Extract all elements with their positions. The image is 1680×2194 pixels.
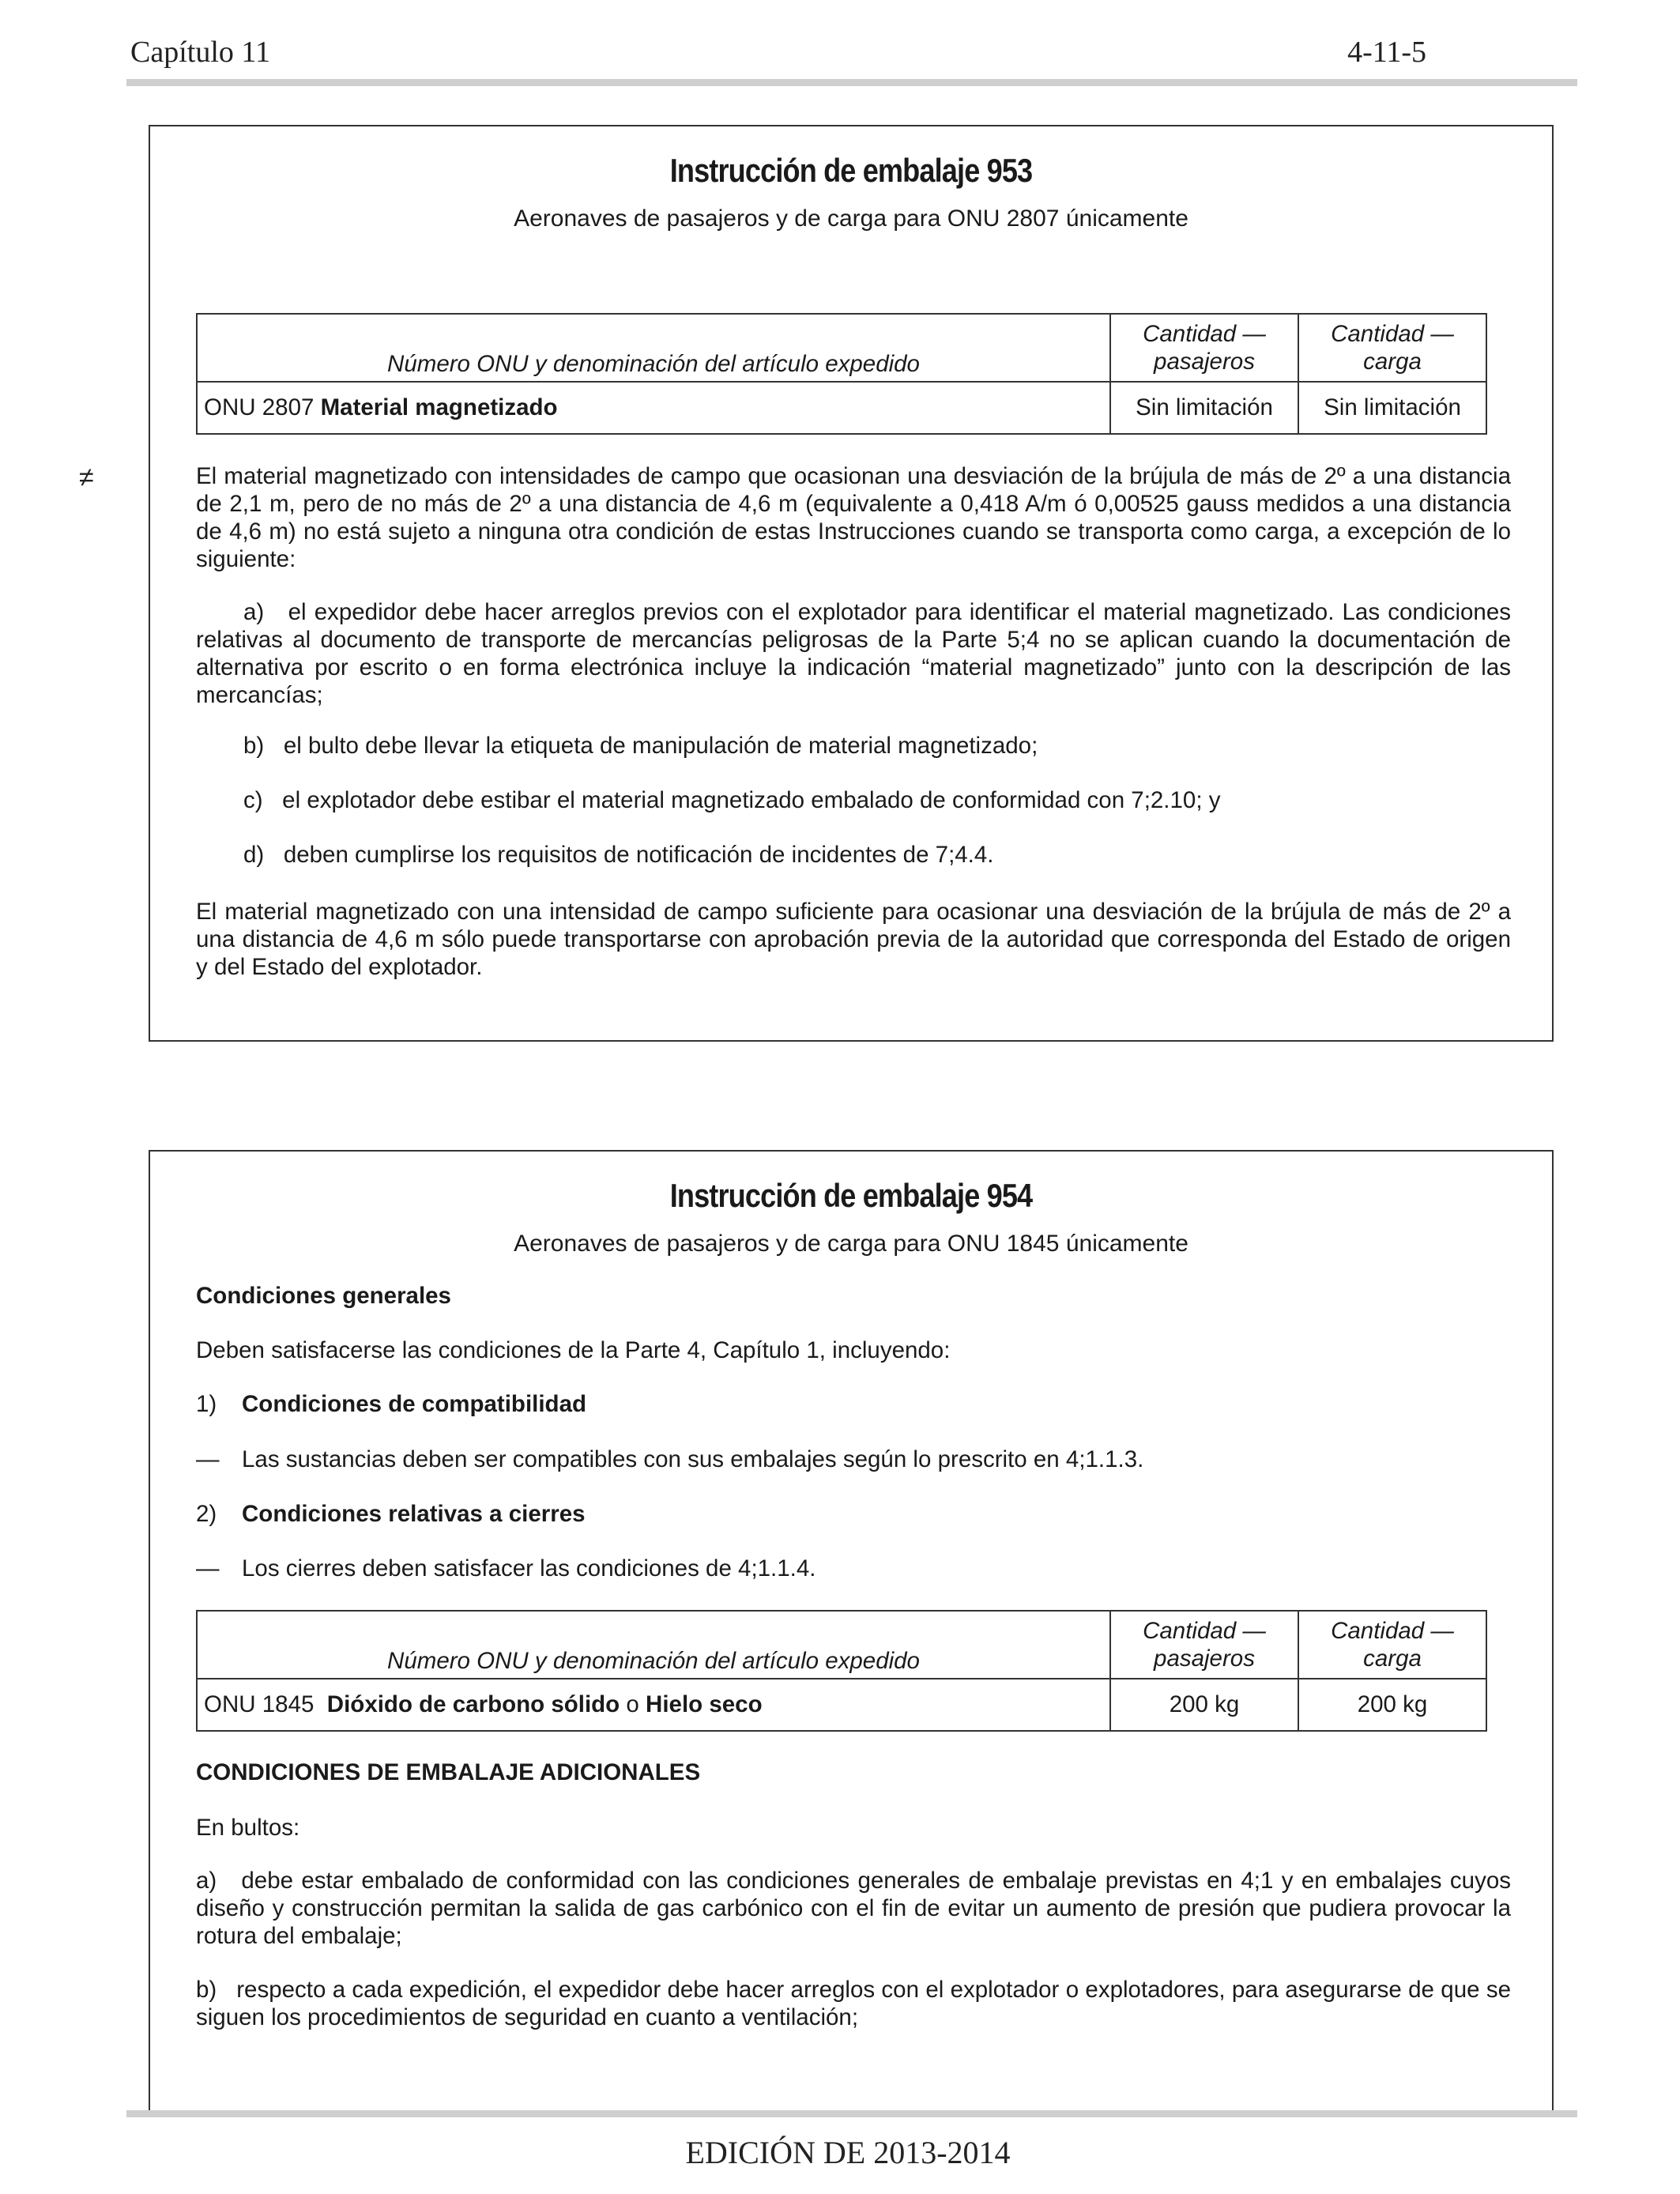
- pi953-paragraph-1: El material magnetizado con intensidades de campo que ocasionan una desviación de la brújula de más de 2º a una distancia de 2,1 m, pero de no más de 2º a una distancia de 4,6 m (equivalente a 0,418 A/m ó 0,00525 gauss medidos a una distancia de 4,6 m) no está sujeto a ninguna otra condición de estas Instrucciones cuando se transporta como carga, a excepción de lo siguiente:: [196, 463, 1511, 572]
- pi954-title: Instrucción de embalaje 954: [669, 1177, 1033, 1214]
- un-number: ONU 1845: [204, 1691, 315, 1717]
- table-header-row: [197, 1611, 1486, 1679]
- un-number: ONU 2807: [204, 394, 315, 420]
- item-label: a): [243, 599, 265, 625]
- table-row: [197, 382, 1486, 434]
- shipping-name: Material magnetizado: [320, 394, 558, 420]
- cell-cargo-qty: 200 kg: [1298, 1679, 1486, 1731]
- col-header-name: Número ONU y denominación del artículo expedido: [197, 1611, 1110, 1679]
- pi953-quantity-table: [196, 313, 1487, 435]
- item-text: el expedidor debe hacer arreglos previos con el explotador para identificar el material magnetizado. Las condiciones relativas al documento de transporte de mercancías peligrosas de la Parte 5;4 no se aplican cuando la documentación de alternativa por escrito o en forma electrónica incluye la indicación “material magnetizado” junto con la descripción de las mercancías;: [196, 599, 1511, 708]
- footer-rule: [126, 2110, 1577, 2117]
- pi953-subtitle: Aeronaves de pasajeros y de carga para ONU 2807 únicamente: [514, 205, 1188, 232]
- running-header: [130, 35, 1426, 70]
- pi953-item-a: [196, 598, 1511, 709]
- condition-number: 2): [196, 1501, 217, 1527]
- pi953-paragraph-2: El material magnetizado con una intensidad de campo suficiente para ocasionar una desviación de la brújula de más de 2º a una distancia de 4,6 m sólo puede transportarse con aprobación previa de la autoridad que corresponda del Estado de origen y del Estado del explotador.: [196, 899, 1511, 980]
- header-rule: [126, 79, 1577, 86]
- shipping-name-2: Hielo seco: [646, 1691, 763, 1717]
- condition-1-detail: [196, 1446, 1511, 1473]
- item-label: d): [243, 842, 265, 868]
- pi953-item-d: [196, 841, 1511, 869]
- table-row: [197, 1679, 1486, 1731]
- col-header-name: Número ONU y denominación del artículo expedido: [197, 314, 1110, 382]
- shipping-name-1: Dióxido de carbono sólido: [326, 1691, 620, 1717]
- condition-number: 1): [196, 1391, 217, 1417]
- condition-title: Condiciones relativas a cierres: [242, 1501, 586, 1527]
- table-header-row: [197, 314, 1486, 382]
- col-header-passenger: Cantidad — pasajeros: [1110, 314, 1298, 382]
- dash: —: [196, 1446, 220, 1472]
- dash: —: [196, 1555, 220, 1581]
- pi954-subtitle: Aeronaves de pasajeros y de carga para ONU 1845 únicamente: [514, 1231, 1188, 1257]
- item-text: el bulto debe llevar la etiqueta de manipulación de material magnetizado;: [283, 733, 1038, 759]
- cell-un-name: [197, 1679, 1110, 1731]
- general-conditions-intro: Deben satisfacerse las condiciones de la Parte 4, Capítulo 1, incluyendo:: [196, 1337, 951, 1363]
- edition-footer: EDICIÓN DE 2013-2014: [685, 2135, 1011, 2170]
- item-text: el explotador debe estibar el material magnetizado embalado de conformidad con 7;2.10; y: [282, 787, 1221, 813]
- page-number: 4-11-5: [1347, 36, 1426, 69]
- item-text: debe estar embalado de conformidad con las condiciones generales de embalaje previstas en 4;1 y en embalajes cuyos diseño y construcción permitan la salida de gas carbónico con el fin de evitar un aumento de presión que pudiera provocar la rotura del embalaje;: [196, 1868, 1511, 1949]
- pi954-item-b: [196, 1976, 1511, 2031]
- cell-un-name: [197, 382, 1110, 434]
- condition-text: Las sustancias deben ser compatibles con sus embalajes según lo prescrito en 4;1.1.3.: [242, 1446, 1144, 1472]
- pi953-item-c: [196, 786, 1511, 814]
- condition-2: [196, 1500, 1511, 1528]
- pi953-title: Instrucción de embalaje 953: [669, 152, 1033, 189]
- pi953-item-b: [196, 732, 1511, 760]
- col-header-passenger: Cantidad — pasajeros: [1110, 1611, 1298, 1679]
- cell-passenger-qty: Sin limitación: [1110, 382, 1298, 434]
- item-text: respecto a cada expedición, el expedidor debe hacer arreglos con el explotador o explotadores, para asegurarse de que se siguen los procedimientos de seguridad en cuanto a ventilación;: [196, 1977, 1511, 2030]
- packing-instruction-953: [149, 125, 1554, 1042]
- item-label: c): [243, 787, 263, 813]
- col-header-cargo: Cantidad — carga: [1298, 1611, 1486, 1679]
- item-label: b): [196, 1977, 217, 2003]
- cell-cargo-qty: Sin limitación: [1298, 382, 1486, 434]
- pi954-quantity-table: [196, 1610, 1487, 1732]
- shipping-name-or: o: [626, 1691, 639, 1717]
- condition-2-detail: [196, 1555, 1511, 1582]
- general-conditions-heading: Condiciones generales: [196, 1283, 451, 1309]
- condition-title: Condiciones de compatibilidad: [242, 1391, 586, 1417]
- cell-passenger-qty: 200 kg: [1110, 1679, 1298, 1731]
- change-mark: ≠: [79, 462, 94, 492]
- additional-conditions-heading: CONDICIONES DE EMBALAJE ADICIONALES: [196, 1759, 701, 1785]
- condition-text: Los cierres deben satisfacer las condiciones de 4;1.1.4.: [242, 1555, 816, 1581]
- item-label: b): [243, 733, 265, 759]
- packing-instruction-954: [149, 1150, 1554, 2114]
- chapter-label: Capítulo 11: [130, 36, 270, 69]
- item-label: a): [196, 1868, 217, 1894]
- condition-1: [196, 1390, 1511, 1418]
- item-text: deben cumplirse los requisitos de notificación de incidentes de 7;4.4.: [283, 842, 994, 868]
- pi954-item-a: [196, 1867, 1511, 1950]
- col-header-cargo: Cantidad — carga: [1298, 314, 1486, 382]
- in-packages-label: En bultos:: [196, 1815, 300, 1841]
